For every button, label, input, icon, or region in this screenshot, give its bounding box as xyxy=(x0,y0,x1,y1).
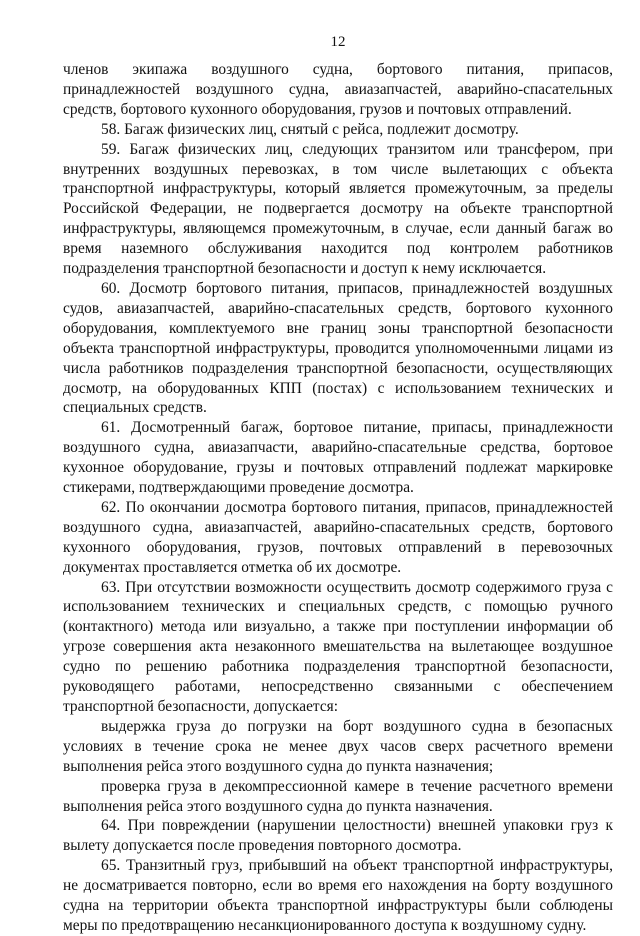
page-number: 12 xyxy=(330,34,346,50)
paragraph-64: 64. При повреждении (нарушении целостности) внешней упаковки груз к вылету допускается после проведения повторного досмотра. xyxy=(63,817,613,855)
document-body xyxy=(63,60,613,936)
paragraph-60: 60. Досмотр бортового питания, припасов, принадлежностей воздушных судов, авиазапчастей, аварийно-спасательных средств, бортового кухонного оборудования, комплектуемого вне границ зоны транспортной безопасности объекта транспортной инфраструктуры, проводится уполномоченными лицами из числа работников подразделения транспортной безопасности, осуществляющих досмотр, на оборудованных КПП (постах) с использованием технических и специальных средств. xyxy=(63,279,613,417)
paragraph-61: 61. Досмотренный багаж, бортовое питание, припасы, принадлежности воздушного судна, авиазапчасти, аварийно-спасательные средства, бортовое кухонное оборудование, грузы и почтовых отправлений подлежат маркировке стикерами, подтверждающими проведение досмотра. xyxy=(63,419,613,497)
paragraph-62: 62. По окончании досмотра бортового питания, припасов, принадлежностей воздушного судна, авиазапчастей, аварийно-спасательных средств, бортового кухонного оборудования, грузов, почтовых отправлений в перевозочных документах проставляется отметка об их досмотре. xyxy=(63,498,613,576)
paragraph-63-item-1: выдержка груза до погрузки на борт воздушного судна в безопасных условиях в течение срока не менее двух часов сверх расчетного времени выполнения рейса этого воздушного судна до пункта назначения; xyxy=(63,717,613,775)
paragraph-63: 63. При отсутствии возможности осуществить досмотр содержимого груза с использованием технических и специальных средств, с помощью ручного (контактного) метода или визуально, а также при поступлении информации об угрозе совершения акта незаконного вмешательства на вылетающее воздушное судно по решению работника подразделения транспортной безопасности, руководящего работами, непосредственно связанными с обеспечением транспортной безопасности, допускается: xyxy=(63,578,613,715)
paragraph-63-item-2: проверка груза в декомпрессионной камере в течение расчетного времени выполнения рейса этого воздушного судна до пункта назначения. xyxy=(63,777,613,815)
paragraph-59: 59. Багаж физических лиц, следующих транзитом или трансфером, при внутренних воздушных перевозках, в том числе вылетающих с объекта транспортной инфраструктуры, который является промежуточным, за пределы Российской Федерации, не подвергается досмотру на объекте транспортной инфраструктуры, являющемся промежуточным, в случае, если данный багаж во время наземного обслуживания находится под контролем работников подразделения транспортной безопасности и доступ к нему исключается. xyxy=(63,140,613,278)
paragraph-continuation: членов экипажа воздушного судна, бортового питания, припасов, принадлежностей воздушного судна, авиазапчастей, аварийно-спасательных средств, бортового кухонного оборудования, грузов и почтовых отправлений. xyxy=(63,61,613,118)
paragraph-65: 65. Транзитный груз, прибывший на объект транспортной инфраструктуры, не досматривается повторно, если во время его нахождения на борту воздушного судна на территории объекта транспортной инфраструктуры были соблюдены меры по предотвращению несанкционированного доступа к воздушному судну. xyxy=(63,857,613,934)
paragraph-58: 58. Багаж физических лиц, снятый с рейса, подлежит досмотру. xyxy=(101,120,519,138)
